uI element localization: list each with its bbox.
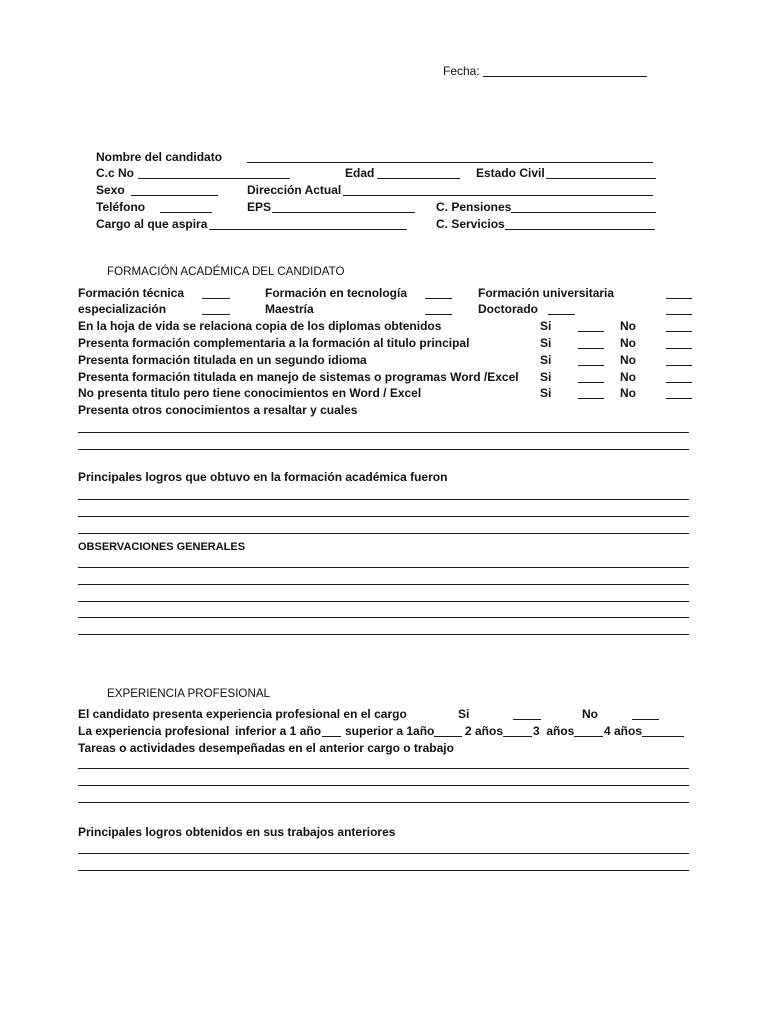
answer-line-row xyxy=(0,486,768,503)
id-blank xyxy=(138,178,290,179)
answer-line xyxy=(78,785,689,786)
answer-line xyxy=(78,516,689,517)
question-row xyxy=(0,335,768,352)
experience-duration-row xyxy=(0,723,768,740)
answer-line-row xyxy=(0,419,768,436)
yes-label: Si xyxy=(540,319,552,333)
answer-line-row xyxy=(0,621,768,638)
level-university-label: Formación universitaria xyxy=(478,286,615,300)
no-label: No xyxy=(620,353,636,367)
observations-heading-row xyxy=(0,538,768,555)
yes-label: Si xyxy=(540,386,552,400)
id-label: C.c No xyxy=(96,166,135,180)
duration-option-3: 3 años xyxy=(533,724,575,738)
sex-label: Sexo xyxy=(96,183,125,197)
answer-line-row xyxy=(0,755,768,772)
level-specialization-label: especialización xyxy=(78,302,167,316)
yes-label: Si xyxy=(540,370,552,384)
answer-line-row xyxy=(0,503,768,520)
academic-levels-row-2 xyxy=(0,301,768,318)
yes-blank xyxy=(578,382,604,383)
level-doctorate-label: Doctorado xyxy=(478,302,538,316)
age-blank xyxy=(377,178,460,179)
academic-achievements-label: Principales logros que obtuvo en la formación académica fueron xyxy=(78,470,448,484)
question-row xyxy=(0,369,768,386)
duration-option-4: 4 años xyxy=(604,724,643,738)
level-specialization-blank xyxy=(202,314,230,315)
level-doctorate-blank xyxy=(548,314,575,315)
phone-label: Teléfono xyxy=(96,200,146,214)
pension-blank xyxy=(511,212,656,213)
candidate-sex-row xyxy=(0,182,768,199)
experience-heading: EXPERIENCIA PROFESIONAL xyxy=(107,687,271,700)
academic-levels-row-1 xyxy=(0,285,768,302)
answer-line-row xyxy=(0,520,768,537)
answer-line xyxy=(78,870,689,871)
age-label: Edad xyxy=(345,166,375,180)
no-label: No xyxy=(620,386,636,400)
answer-line xyxy=(78,634,689,635)
answer-line-row xyxy=(0,571,768,588)
answer-line xyxy=(78,533,689,534)
work-achievements-row xyxy=(0,824,768,841)
no-blank xyxy=(666,365,692,366)
answer-line xyxy=(78,802,689,803)
answer-line xyxy=(78,432,689,433)
question-text: No presenta titulo pero tiene conocimientos en Word / Excel xyxy=(78,386,422,400)
answer-line xyxy=(78,567,689,568)
address-blank xyxy=(343,195,653,196)
no-blank xyxy=(666,382,692,383)
marital-status-blank xyxy=(546,178,656,179)
candidate-name-label: Nombre del candidato xyxy=(96,150,223,164)
answer-line xyxy=(78,768,689,769)
question-text: En la hoja de vida se relaciona copia de los diplomas obtenidos xyxy=(78,319,442,333)
eps-label: EPS xyxy=(247,200,272,214)
question-row xyxy=(0,318,768,335)
candidate-name-blank xyxy=(247,162,653,163)
level-technology-label: Formación en tecnología xyxy=(265,286,408,300)
yes-label: Si xyxy=(540,336,552,350)
experience-no-label: No xyxy=(582,707,598,721)
position-label: Cargo al que aspira xyxy=(96,217,208,231)
level-extra-blank xyxy=(666,314,692,315)
experience-no-blank xyxy=(632,719,659,720)
no-label: No xyxy=(620,319,636,333)
experience-yes-blank xyxy=(513,719,541,720)
duration-3-blank xyxy=(574,736,603,737)
experience-duration-label: La experiencia profesional xyxy=(78,724,230,738)
candidate-phone-row xyxy=(0,199,768,216)
academic-heading-row xyxy=(0,264,768,281)
tasks-label: Tareas o actividades desempeñadas en el anterior cargo o trabajo xyxy=(78,741,454,755)
answer-line xyxy=(78,499,689,500)
yes-blank xyxy=(578,365,604,366)
duration-less-1-blank xyxy=(322,736,341,737)
question-text: Presenta formación complementaria a la formación al titulo principal xyxy=(78,336,470,350)
duration-2-blank xyxy=(503,736,532,737)
yes-blank xyxy=(578,348,604,349)
work-achievements-label: Principales logros obtenidos en sus trabajos anteriores xyxy=(78,825,396,839)
sex-blank xyxy=(131,195,218,196)
level-masters-blank xyxy=(425,314,452,315)
answer-line xyxy=(78,853,689,854)
academic-achievements-row xyxy=(0,469,768,486)
answer-line-row xyxy=(0,840,768,857)
has-experience-row xyxy=(0,706,768,723)
observations-heading: OBSERVACIONES GENERALES xyxy=(78,541,246,553)
answer-line-row xyxy=(0,772,768,789)
question-row xyxy=(0,352,768,369)
no-blank xyxy=(666,398,692,399)
duration-option-more-1: superior a 1año xyxy=(345,724,435,738)
yes-blank xyxy=(578,331,604,332)
answer-line-row xyxy=(0,554,768,571)
position-blank xyxy=(209,229,407,230)
answer-line xyxy=(78,601,689,602)
level-masters-label: Maestría xyxy=(265,302,314,316)
answer-line-row xyxy=(0,436,768,453)
level-technical-blank xyxy=(202,298,230,299)
answer-line xyxy=(78,617,689,618)
has-experience-label: El candidato presenta experiencia profesional en el cargo xyxy=(78,707,407,721)
other-knowledge-row xyxy=(0,402,768,419)
other-knowledge-label: Presenta otros conocimientos a resaltar y cuales xyxy=(78,403,358,417)
marital-status-label: Estado Civil xyxy=(476,166,545,180)
experience-yes-label: Si xyxy=(458,707,470,721)
phone-blank xyxy=(160,212,212,213)
answer-line xyxy=(78,584,689,585)
pension-label: C. Pensiones xyxy=(436,200,512,214)
answer-line-row xyxy=(0,857,768,874)
level-university-blank xyxy=(666,298,692,299)
services-label: C. Servicios xyxy=(436,217,505,231)
answer-line-row xyxy=(0,789,768,806)
level-technical-label: Formación técnica xyxy=(78,286,185,300)
no-blank xyxy=(666,348,692,349)
date-blank xyxy=(483,76,647,77)
duration-more-1-blank xyxy=(434,736,462,737)
no-blank xyxy=(666,331,692,332)
academic-heading: FORMACIÓN ACADÉMICA DEL CANDIDATO xyxy=(107,265,345,278)
yes-blank xyxy=(578,398,604,399)
question-row xyxy=(0,385,768,402)
candidate-name-row xyxy=(0,149,768,166)
level-technology-blank xyxy=(425,298,452,299)
eps-blank xyxy=(272,212,415,213)
answer-line-row xyxy=(0,588,768,605)
answer-line xyxy=(78,449,689,450)
candidate-position-row xyxy=(0,216,768,233)
duration-4-blank xyxy=(642,736,684,737)
duration-option-less-1: inferior a 1 año xyxy=(235,724,322,738)
yes-label: Si xyxy=(540,353,552,367)
address-label: Dirección Actual xyxy=(247,183,342,197)
date-label: Fecha: xyxy=(443,64,480,78)
date-row xyxy=(0,63,768,80)
experience-heading-row xyxy=(0,686,768,703)
question-text: Presenta formación titulada en un segundo idioma xyxy=(78,353,367,367)
candidate-id-row xyxy=(0,165,768,182)
duration-option-2: 2 años xyxy=(465,724,504,738)
services-blank xyxy=(505,229,655,230)
question-text: Presenta formación titulada en manejo de sistemas o programas Word /Excel xyxy=(78,370,519,384)
answer-line-row xyxy=(0,604,768,621)
no-label: No xyxy=(620,370,636,384)
no-label: No xyxy=(620,336,636,350)
